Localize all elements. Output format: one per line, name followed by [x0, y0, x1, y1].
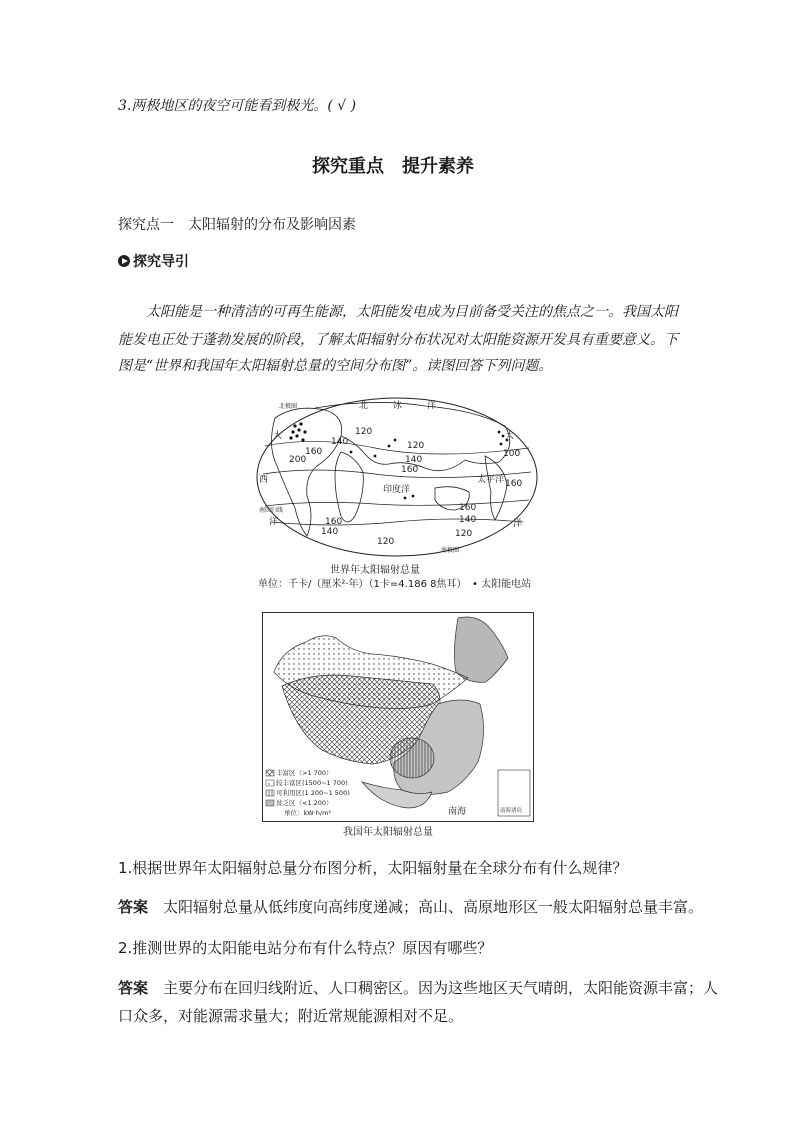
map-label-south-circle: 南极圈	[441, 547, 460, 554]
play-circle-icon	[118, 255, 130, 267]
contour-120-b: 120	[407, 441, 425, 451]
map-label-da-right: 大	[505, 431, 515, 441]
answer-1-label: 答案	[118, 898, 149, 916]
intro-line-2: 能发电正处于蓬勃发展的阶段，了解太阳辐射分布状况对太阳能资源开发具有重要意义。下	[118, 332, 678, 348]
explore-point-heading: 探究点一 太阳辐射的分布及影响因素	[118, 217, 356, 233]
china-radiation-map	[262, 612, 534, 822]
contour-160-d: 160	[505, 479, 523, 489]
contour-140-c: 140	[459, 515, 477, 525]
answer-1	[118, 897, 703, 917]
contour-200: 200	[289, 455, 307, 465]
map-label-indian: 印度洋	[383, 485, 411, 495]
map-label-west: 西	[259, 475, 269, 485]
question-1: 1.根据世界年太阳辐射总量分布图分析，太阳辐射量在全球分布有什么规律？	[118, 859, 628, 877]
answer-1-text: 太阳辐射总量从低纬度向高纬度递减；高山、高原地形区一般太阳辐射总量丰富。	[163, 898, 704, 916]
map-label-north-circle: 北极圈	[279, 403, 298, 410]
contour-160-b: 160	[401, 465, 419, 475]
contour-100: 100	[503, 449, 521, 459]
answer-2	[118, 978, 718, 998]
intro-line-1: 太阳能是一种清洁的可再生能源，太阳能发电成为目前备受关注的焦点之一。我国太阳	[146, 304, 678, 320]
question-2: 2.推测世界的太阳能电站分布有什么特点？原因有哪些？	[118, 939, 493, 957]
guide-label: 探究导引	[133, 254, 189, 270]
intro-line-3: 图是“世界和我国年太阳辐射总量的空间分布图”。读图回答下列问题。	[118, 358, 553, 374]
world-map-caption-title: 世界年太阳辐射总量	[330, 565, 420, 576]
contour-160-c: 160	[459, 503, 477, 513]
answer-2-label: 答案	[118, 979, 149, 997]
map-label-yang-right: 洋	[513, 519, 523, 529]
contour-120-c: 120	[455, 529, 473, 539]
contour-160-e: 160	[325, 517, 343, 527]
true-false-item-3: 3.两极地区的夜空可能看到极光。( √ )	[118, 98, 357, 114]
legend-poor: 贫乏区（<1 200）	[276, 799, 333, 807]
answer-2-text-1: 主要分布在回归线附近、人口稠密区。因为这些地区天气晴朗，太阳能资源丰富；人	[163, 979, 719, 997]
world-map-caption-legend: • 太阳能电站	[472, 579, 532, 590]
map-label-pacific: 太平洋	[477, 475, 505, 485]
map-label-da-left: 大	[273, 431, 283, 441]
contour-160-a: 160	[305, 447, 323, 457]
inset-label: 南海诸岛	[500, 808, 523, 814]
contour-140-e: 140	[321, 527, 339, 537]
world-radiation-map	[255, 396, 539, 558]
legend-unit: 单位：kW·h/m²	[284, 809, 332, 817]
legend-fairly-rich: 较丰富区(1500~1 700)	[276, 779, 348, 787]
legend-usable: 可利用区(1 200~1 500)	[276, 789, 350, 797]
map-label-north: 北	[359, 401, 369, 411]
contour-140-a: 140	[331, 437, 349, 447]
map-label-yang-left: 洋	[269, 517, 279, 527]
map-label-south-sea: 南海	[448, 807, 467, 817]
map-label-south-return: 南回归线	[259, 507, 284, 514]
china-map-caption: 我国年太阳辐射总量	[343, 827, 433, 838]
contour-120-e: 120	[377, 537, 395, 547]
answer-2-text-2: 口众多，对能源需求量大；附近常规能源相对不足。	[118, 1007, 464, 1025]
map-label-ocean: 洋	[427, 401, 437, 411]
contour-120-a: 120	[355, 427, 373, 437]
world-map-caption-unit: 单位：千卡/（厘米²·年）（1卡=4.186 8焦耳）	[258, 579, 467, 590]
section-title: 探究重点 提升素养	[312, 156, 474, 177]
guide-heading	[118, 252, 189, 272]
map-label-ice: 冰	[393, 401, 403, 411]
contour-140-b: 140	[405, 455, 423, 465]
legend-rich: 丰富区（>1 700）	[276, 769, 333, 777]
